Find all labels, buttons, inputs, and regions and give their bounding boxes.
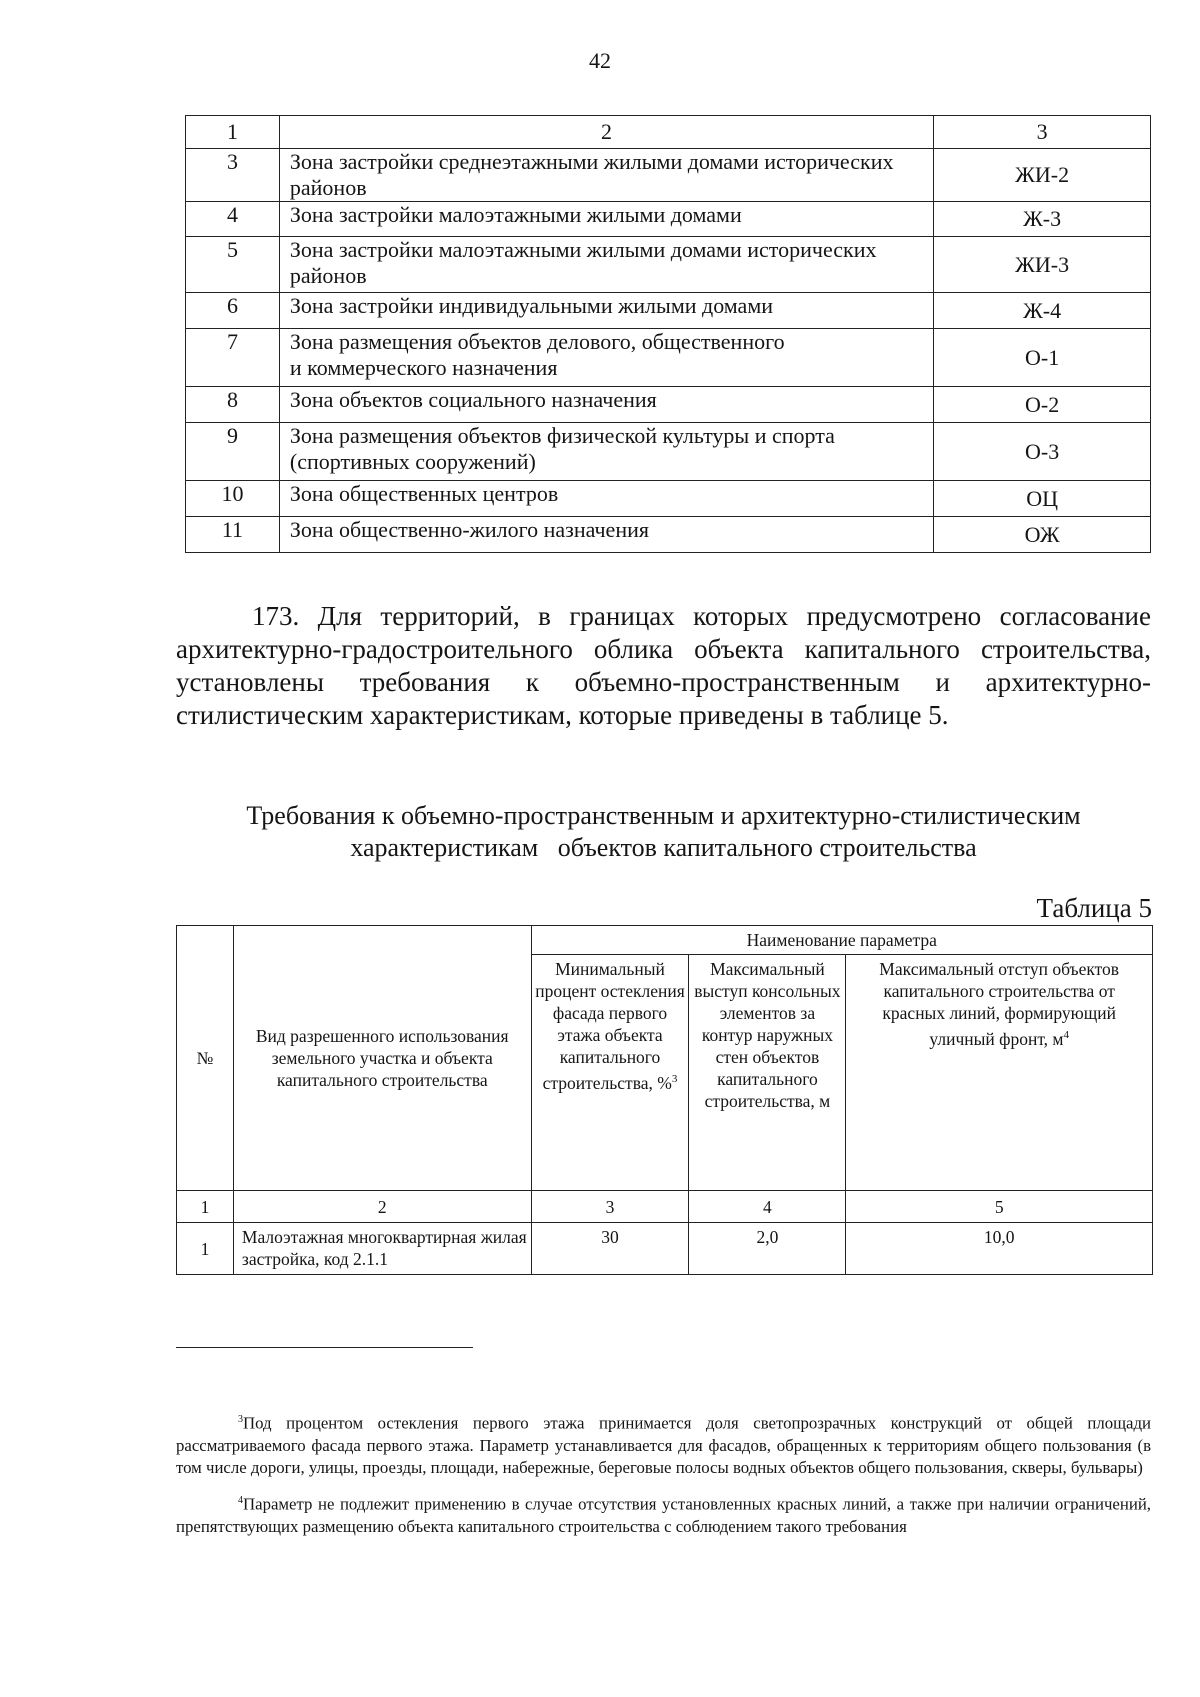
- col-header-glazing: Минимальный процент остекления фасада первого этажа объекта капитального строительства, %$^3$: [531, 955, 689, 1191]
- overhang-value: 2,0: [689, 1223, 846, 1275]
- footnote-4: [176, 1490, 1151, 1538]
- zone-code: О-3: [934, 423, 1151, 481]
- zone-table: [185, 115, 1151, 553]
- footnote-divider: [176, 1347, 473, 1348]
- row-number: 7: [186, 329, 280, 387]
- zone-name: Зона размещения объектов физической культуры и спорта (спортивных сооружений): [279, 423, 933, 481]
- zone-name: Зона объектов социального назначения: [279, 387, 933, 423]
- zone-name-line: и коммерческого назначения: [289, 355, 558, 380]
- footnote-ref: 3: [671, 1073, 678, 1085]
- table-row: [186, 481, 1151, 517]
- zone-name: Зона застройки малоэтажными жилыми домами исторических районов: [279, 237, 933, 293]
- zone-code: О-2: [934, 387, 1151, 423]
- footnote-text: Под процентом остекления первого этажа принимается доля светопрозрачных конструкций от общей площади рассматриваемого фасада первого этажа. Параметр устанавливается для фасадов, обращенных к территориям общего пользования (в том числе дороги, улицы, проезды, площади, набережные, береговые полосы водных объектов общего пользования, скверы, бульвары): [176, 1413, 1151, 1477]
- row-number: 3: [186, 149, 280, 202]
- footnote-mark: 3: [238, 1414, 243, 1425]
- paragraph-173: 173. Для территорий, в границах которых предусмотрено согласование архитектурно-градостроительного облика объекта капитального строительства, установлены требования к объемно-пространственным и архитектурно-стилистическим характеристикам, которые приведены в таблице 5.: [176, 601, 1151, 730]
- row-number: 6: [186, 293, 280, 329]
- header-cell: 1: [186, 116, 280, 149]
- col-header-overhang: Максимальный выступ консольных элементов за контур наружных стен объектов капитального строительства, м: [689, 955, 846, 1191]
- index-row: [177, 1191, 1153, 1223]
- col-header-setback: Максимальный отступ объектов капитального строительства от красных линий, формирующий уличный фронт, $м^4$: [846, 955, 1153, 1191]
- zone-code: Ж-3: [934, 202, 1151, 237]
- table-row: [186, 423, 1151, 481]
- index-cell: 5: [846, 1191, 1153, 1223]
- zone-code: О-1: [934, 329, 1151, 387]
- zone-name: Зона общественных центров: [279, 481, 933, 517]
- footnote-text: Параметр не подлежит применению в случае отсутствия установленных красных линий, а также при наличии ограничений, препятствующих размещению объекта капитального строительства с соблюдением такого требования: [176, 1494, 1151, 1536]
- col-header-use: Вид разрешенного использования земельного участка и объекта капитального строительства: [233, 926, 531, 1191]
- table-row: [186, 293, 1151, 329]
- zone-code: ЖИ-2: [934, 149, 1151, 202]
- table-header-row: [177, 926, 1153, 955]
- index-cell: 4: [689, 1191, 846, 1223]
- heading-line: характеристикам объектов капитального строительства: [350, 833, 977, 862]
- table-row: [186, 329, 1151, 387]
- param-group-header: Наименование параметра: [531, 926, 1152, 955]
- table5-heading: [176, 800, 1151, 864]
- row-number: 10: [186, 481, 280, 517]
- table-row: [186, 202, 1151, 237]
- zone-code: ОЦ: [934, 481, 1151, 517]
- table-row: [186, 237, 1151, 293]
- use-type: Малоэтажная многоквартирная жилая застройка, код 2.1.1: [233, 1223, 531, 1275]
- page-number: 42: [589, 48, 611, 73]
- zone-name: [279, 329, 933, 387]
- zone-name: Зона застройки индивидуальными жилыми домами: [279, 293, 933, 329]
- footnote-3: [176, 1409, 1151, 1479]
- index-cell: 3: [531, 1191, 689, 1223]
- footnote-mark: 4: [238, 1495, 243, 1506]
- zone-name: Зона застройки среднеэтажными жилыми домами исторических районов: [279, 149, 933, 202]
- zone-code: ОЖ: [934, 517, 1151, 553]
- requirements-table: [176, 925, 1153, 1275]
- row-number: 5: [186, 237, 280, 293]
- zone-code: Ж-4: [934, 293, 1151, 329]
- index-cell: 1: [177, 1191, 234, 1223]
- footnote-ref: 4: [1063, 1029, 1069, 1041]
- zone-code: ЖИ-3: [934, 237, 1151, 293]
- row-number: 9: [186, 423, 280, 481]
- table5-caption: Таблица 5: [1036, 893, 1152, 923]
- row-number: 1: [177, 1223, 234, 1275]
- zone-name-line: Зона размещения объектов делового, общественного: [289, 329, 785, 354]
- glazing-value: 30: [531, 1223, 689, 1275]
- table-row: [177, 1223, 1153, 1275]
- index-cell: 2: [233, 1191, 531, 1223]
- table-row: [186, 517, 1151, 553]
- table-header-row: [186, 116, 1151, 149]
- setback-value: 10,0: [846, 1223, 1153, 1275]
- table-row: [186, 387, 1151, 423]
- col-header-number: №: [177, 926, 234, 1191]
- row-number: 4: [186, 202, 280, 237]
- header-cell: 2: [279, 116, 933, 149]
- header-cell: 3: [934, 116, 1151, 149]
- heading-line: Требования к объемно-пространственным и архитектурно-стилистическим: [246, 801, 1081, 830]
- row-number: 8: [186, 387, 280, 423]
- zone-name: Зона общественно-жилого назначения: [279, 517, 933, 553]
- table-row: [186, 149, 1151, 202]
- zone-name: Зона застройки малоэтажными жилыми домами: [279, 202, 933, 237]
- row-number: 11: [186, 517, 280, 553]
